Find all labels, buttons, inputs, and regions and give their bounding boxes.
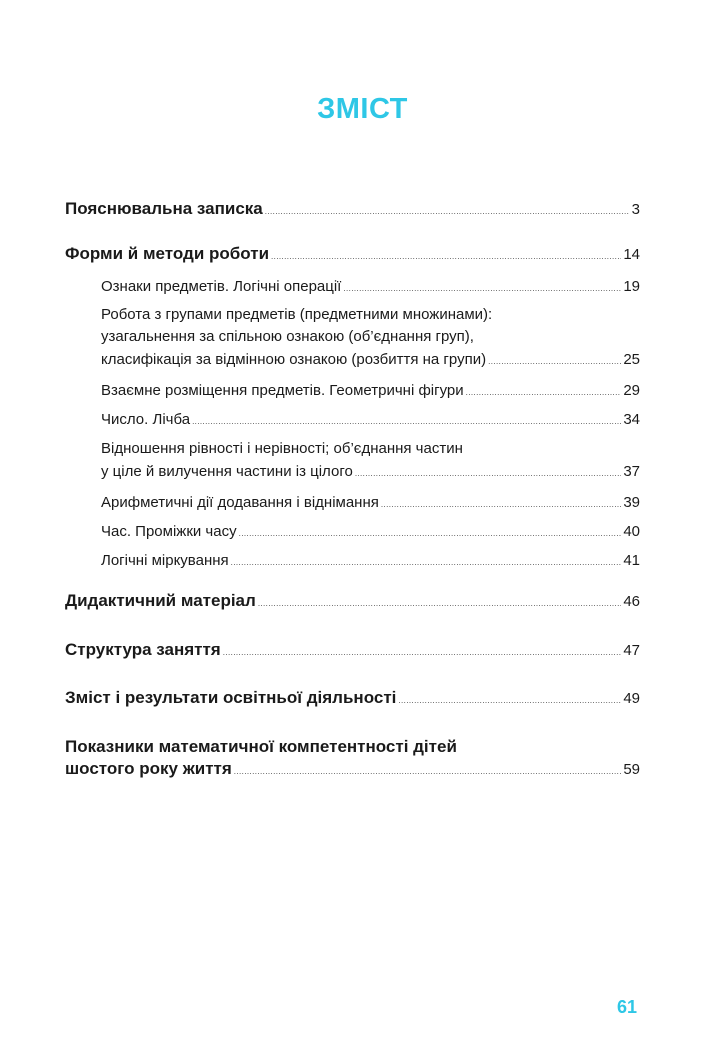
toc-page-number: 40 <box>623 523 640 540</box>
dot-leader <box>265 202 630 216</box>
toc-page-number: 29 <box>623 382 640 399</box>
toc-page-number: 39 <box>623 494 640 511</box>
toc-page-number: 3 <box>631 201 640 218</box>
toc-entry-title: Структура заняття <box>65 640 221 659</box>
toc-entry-title: Зміст і результати освітньої діяльності <box>65 688 397 707</box>
toc-page-number: 47 <box>623 642 640 659</box>
toc-entry-title: Форми й методи роботи <box>65 244 270 263</box>
dot-leader <box>223 643 622 657</box>
dot-leader <box>466 383 622 397</box>
dot-leader <box>488 352 621 366</box>
dot-leader <box>231 553 622 567</box>
toc-entry-title: класифікація за відмінною ознакою (розбиття на групи) <box>101 351 487 368</box>
toc-entry-title: узагальнення за спільною ознакою (об’єднання груп), <box>101 328 474 345</box>
dot-leader <box>192 412 621 426</box>
dot-leader <box>355 464 622 478</box>
dot-leader <box>343 279 621 293</box>
toc-entry-title: Число. Лічба <box>101 411 191 428</box>
toc-entry-title: Час. Проміжки часу <box>101 523 237 540</box>
toc-page-number: 14 <box>623 246 640 263</box>
toc-page-number: 34 <box>623 411 640 428</box>
dot-leader <box>398 691 621 705</box>
toc-entry-title: Відношення рівності і нерівності; об’єднання частин <box>101 440 463 457</box>
dot-leader <box>234 762 622 776</box>
toc-entry-title: шостого року життя <box>65 759 232 778</box>
toc-entry-title: у ціле й вилучення частини із цілого <box>101 463 353 480</box>
toc-page-number: 59 <box>623 761 640 778</box>
dot-leader <box>239 524 622 538</box>
toc-page-number: 25 <box>623 351 640 368</box>
page-number: 61 <box>616 997 638 1017</box>
toc-page-number: 49 <box>623 690 640 707</box>
toc-entry-title: Робота з групами предметів (предметними множинами): <box>101 306 493 323</box>
toc-page-number: 19 <box>623 278 640 295</box>
page-title: ЗМІСТ <box>317 93 408 125</box>
dot-leader <box>258 594 622 608</box>
dot-leader <box>271 247 621 261</box>
toc-entry-title: Арифметичні дії додавання і віднімання <box>101 494 379 511</box>
toc-page-number: 41 <box>623 552 640 569</box>
toc-entry-title: Взаємне розміщення предметів. Геометричні фігури <box>101 382 464 399</box>
toc-entry-title: Логічні міркування <box>101 552 229 569</box>
toc-entry-title: Дидактичний матеріал <box>65 591 256 610</box>
toc-page-number: 37 <box>623 463 640 480</box>
dot-leader <box>381 495 621 509</box>
toc-entry-title: Ознаки предметів. Логічні операції <box>101 278 342 295</box>
toc-page-number: 46 <box>623 593 640 610</box>
toc-entry-title: Показники математичної компетентності дітей <box>65 737 457 756</box>
toc-entry-title: Пояснювальна записка <box>65 199 263 218</box>
